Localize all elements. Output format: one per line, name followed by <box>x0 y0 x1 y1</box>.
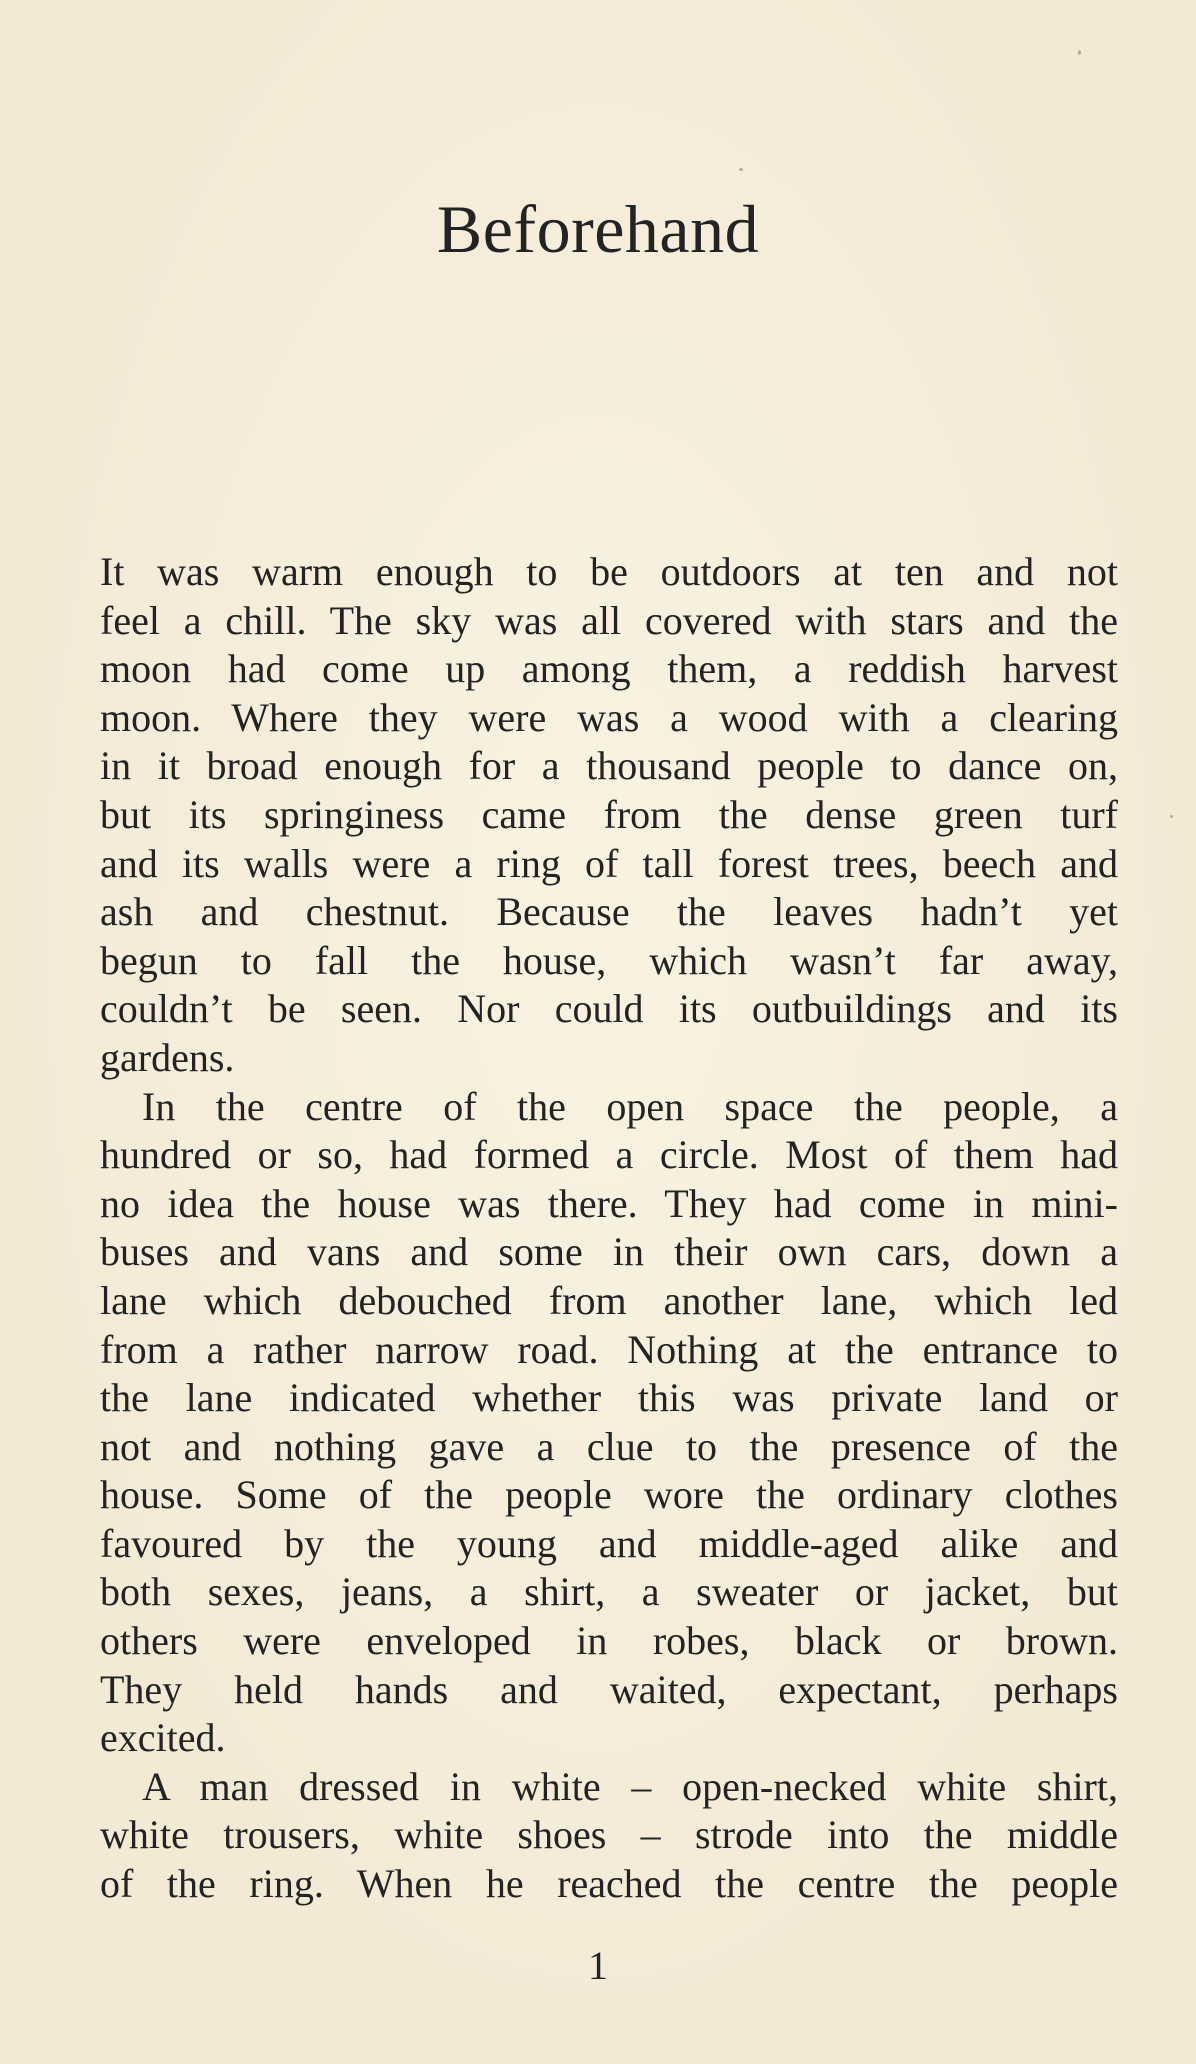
text-line: white trousers, white shoes – strode into the middle <box>100 1812 1118 1858</box>
text-line: both sexes, jeans, a shirt, a sweater or jacket, but <box>100 1569 1118 1615</box>
paper-speck <box>739 168 743 171</box>
text-line: house. Some of the people wore the ordinary clothes <box>100 1472 1118 1518</box>
text-line: of the ring. When he reached the centre the people <box>100 1861 1118 1907</box>
text-line: gardens. <box>100 1034 235 1080</box>
text-line: and its walls were a ring of tall forest trees, beech and <box>100 840 1118 886</box>
text-line: begun to fall the house, which wasn’t far away, <box>100 937 1118 983</box>
paper-speck <box>1078 50 1081 55</box>
text-line: not and nothing gave a clue to the presence of the <box>100 1423 1118 1469</box>
page-number: 1 <box>588 1943 608 1988</box>
text-line: A man dressed in white – open-necked white shirt, <box>142 1763 1118 1809</box>
text-line: others were enveloped in robes, black or brown. <box>100 1618 1118 1664</box>
text-line: It was warm enough to be outdoors at ten and not <box>100 549 1118 594</box>
text-line: feel a chill. The sky was all covered with stars and the <box>100 597 1118 643</box>
text-line: hundred or so, had formed a circle. Most of them had <box>100 1132 1118 1178</box>
paper-speck <box>1170 815 1173 818</box>
chapter-title: Beforehand <box>436 191 760 267</box>
text-line: the lane indicated whether this was private land or <box>100 1375 1118 1421</box>
text-line: lane which debouched from another lane, which led <box>100 1277 1118 1323</box>
text-line: but its springiness came from the dense green turf <box>100 791 1118 837</box>
text-line: moon. Where they were was a wood with a clearing <box>100 694 1118 740</box>
text-line: buses and vans and some in their own cars, down a <box>100 1229 1118 1275</box>
text-line: ash and chestnut. Because the leaves hadn’t yet <box>100 889 1118 935</box>
text-line: no idea the house was there. They had come in mini- <box>100 1180 1118 1226</box>
text-line: moon had come up among them, a reddish harvest <box>100 646 1118 692</box>
text-line: excited. <box>100 1715 226 1761</box>
text-line: in it broad enough for a thousand people to dance on, <box>100 743 1118 789</box>
text-line: couldn’t be seen. Nor could its outbuildings and its <box>100 986 1118 1032</box>
text-line: They held hands and waited, expectant, perhaps <box>100 1666 1118 1712</box>
text-line: In the centre of the open space the people, a <box>142 1083 1118 1129</box>
text-line: favoured by the young and middle-aged alike and <box>100 1520 1118 1566</box>
body-text <box>100 548 1118 1909</box>
text-line: from a rather narrow road. Nothing at the entrance to <box>100 1326 1118 1372</box>
